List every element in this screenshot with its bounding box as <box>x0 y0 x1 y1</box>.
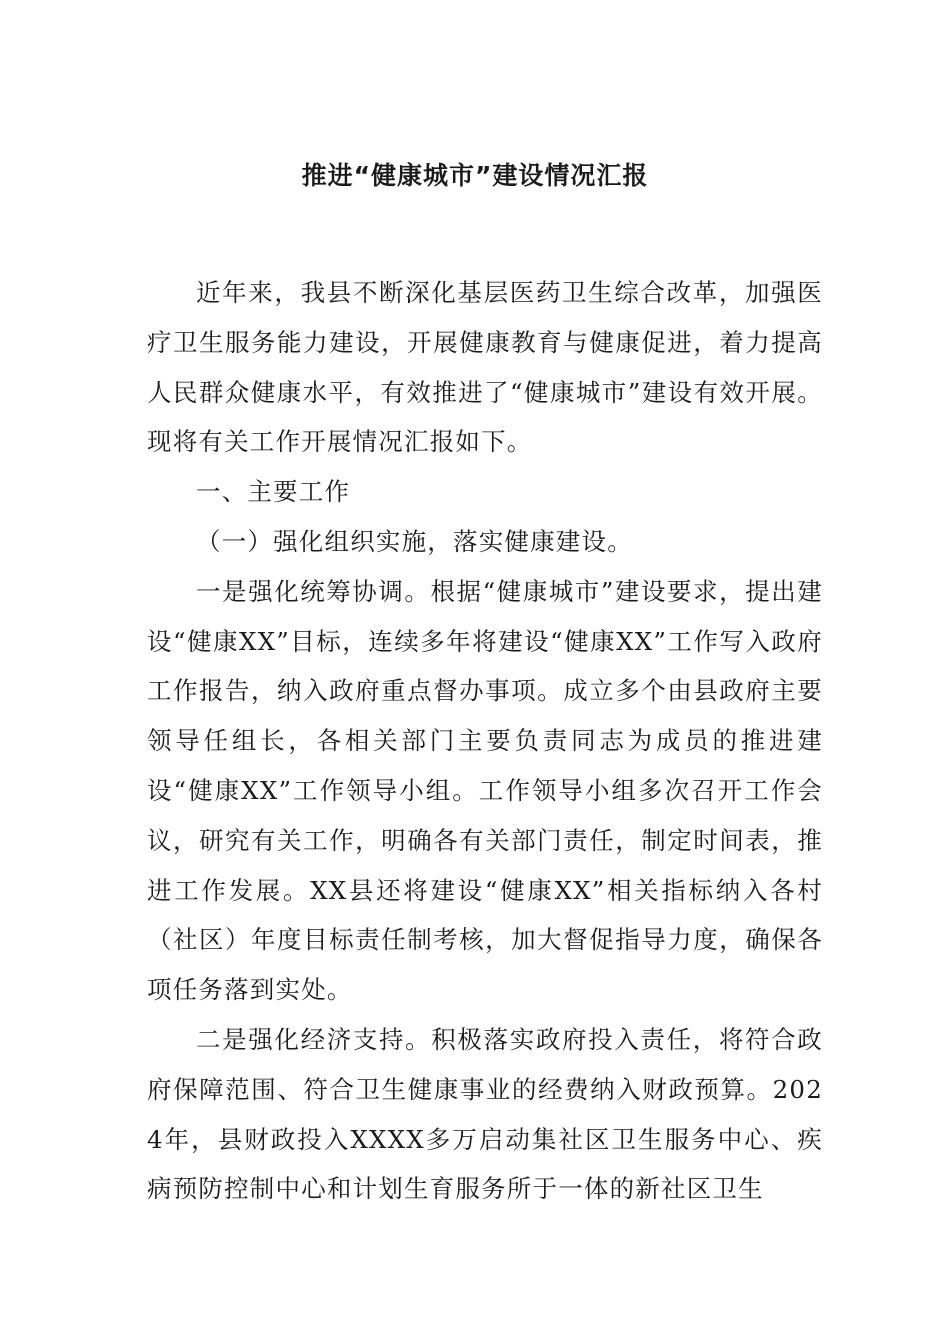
document-body <box>147 268 823 1214</box>
section-heading: 一、主要工作 <box>196 477 351 507</box>
document-title: 推进“健康城市”建设情况汇报 <box>301 161 649 190</box>
body-paragraph: 二是强化经济支持。积极落实政府投入责任，将符合政府保障范围、符合卫生健康事业的经费纳入财政预算。2024年，县财政投入XXXX多万启动集社区卫生服务中心、疾病预防控制中心和计划生育服务所于一体的新社区卫生 <box>147 1024 823 1204</box>
body-paragraph: 一是强化统筹协调。根据“健康城市”建设要求，提出建设“健康XX”目标，连续多年将建设“健康XX”工作写入政府工作报告，纳入政府重点督办事项。成立多个由县政府主要领导任组长，各相关部门主要负责同志为成员的推进建设“健康XX”工作领导小组。工作领导小组多次召开工作会议，研究有关工作，明确各有关部门责任，制定时间表，推进工作发展。XX县还将建设“健康XX”相关指标纳入各村（社区）年度目标责任制考核，加大督促指导力度，确保各项任务落到实处。 <box>147 576 823 1005</box>
subsection-heading: （一）强化组织实施，落实健康建设。 <box>196 526 633 556</box>
intro-paragraph: 近年来，我县不断深化基层医药卫生综合改革，加强医疗卫生服务能力建设，开展健康教育与健康促进，着力提高人民群众健康水平，有效推进了“健康城市”建设有效开展。现将有关工作开展情况汇报如下。 <box>147 278 823 457</box>
